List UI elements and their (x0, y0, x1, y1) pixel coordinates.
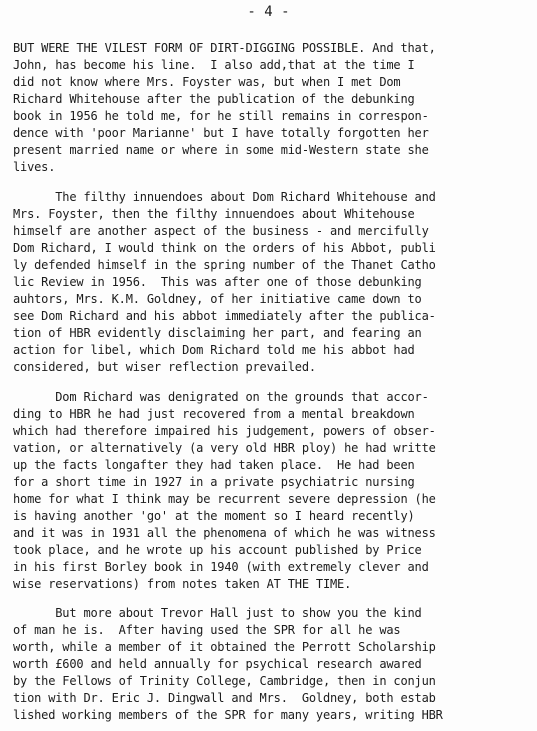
page-number: - 4 - (247, 4, 290, 20)
text-line: home for what I think may be recurrent severe depression (he (13, 492, 436, 506)
text-line: worth, while a member of it obtained the Perrott Scholarship (13, 640, 436, 654)
text-line: worth £600 and held annually for psychical research awared (13, 657, 422, 671)
text-line: lives. (13, 160, 56, 174)
text-line: by the Fellows of Trinity College, Cambridge, then in conjun (13, 674, 436, 688)
text-line: in his first Borley book in 1940 (with extremely clever and (13, 560, 429, 574)
text-line: BUT WERE THE VILEST FORM OF DIRT-DIGGING POSSIBLE. And that, (13, 41, 436, 55)
text-line: is having another 'go' at the moment so I heard recently) (13, 509, 415, 523)
text-line: himself are another aspect of the business - and mercifully (13, 224, 429, 238)
text-line: wise reservations) from notes taken AT THE TIME. (13, 577, 352, 591)
text-line: considered, but wiser reflection prevailed. (13, 360, 316, 374)
text-line: John, has become his line. I also add,that at the time I (13, 58, 415, 72)
text-line: tion of HBR evidently disclaiming her part, and fearing an (13, 326, 422, 340)
text-line: did not know where Mrs. Foyster was, but when I met Dom (13, 75, 401, 89)
text-line: Dom Richard, I would think on the orders of his Abbot, publi (13, 241, 436, 255)
text-line: lic Review in 1956. This was after one of those debunking (13, 275, 422, 289)
text-line: Mrs. Foyster, then the filthy innuendoes about Whitehouse (13, 207, 415, 221)
text-line: Richard Whitehouse after the publication of the debunking (13, 92, 415, 106)
text-line: of man he is. After having used the SPR for all he was (13, 623, 401, 637)
text-line: auhtors, Mrs. K.M. Goldney, of her initiative came down to (13, 292, 422, 306)
text-line: see Dom Richard and his abbot immediately after the publica- (13, 309, 436, 323)
text-line: But more about Trevor Hall just to show you the kind (13, 606, 422, 620)
text-line: The filthy innuendoes about Dom Richard Whitehouse and (13, 190, 436, 204)
text-line: lished working members of the SPR for many years, writing HBR (13, 708, 443, 722)
text-line: up the facts longafter they had taken place. He had been (13, 458, 415, 472)
text-line: dence with 'poor Marianne' but I have totally forgotten her (13, 126, 429, 140)
text-line: ding to HBR he had just recovered from a mental breakdown (13, 407, 415, 421)
text-line: present married name or where in some mid-Western state she (13, 143, 429, 157)
text-line: ly defended himself in the spring number of the Thanet Catho (13, 258, 436, 272)
text-line: and it was in 1931 all the phenomena of which he was witness (13, 526, 436, 540)
text-line: took place, and he wrote up his account published by Price (13, 543, 422, 557)
text-line: for a short time in 1927 in a private psychiatric nursing (13, 475, 415, 489)
text-line: which had therefore impaired his judgement, powers of obser- (13, 424, 436, 438)
text-line: vation, or alternatively (a very old HBR ploy) he had writte (13, 441, 436, 455)
text-line: action for libel, which Dom Richard told me his abbot had (13, 343, 415, 357)
text-line: tion with Dr. Eric J. Dingwall and Mrs. Goldney, both estab (13, 691, 436, 705)
text-line: book in 1956 he told me, for he still remains in correspon- (13, 109, 429, 123)
text-line: Dom Richard was denigrated on the grounds that accor- (13, 390, 429, 404)
